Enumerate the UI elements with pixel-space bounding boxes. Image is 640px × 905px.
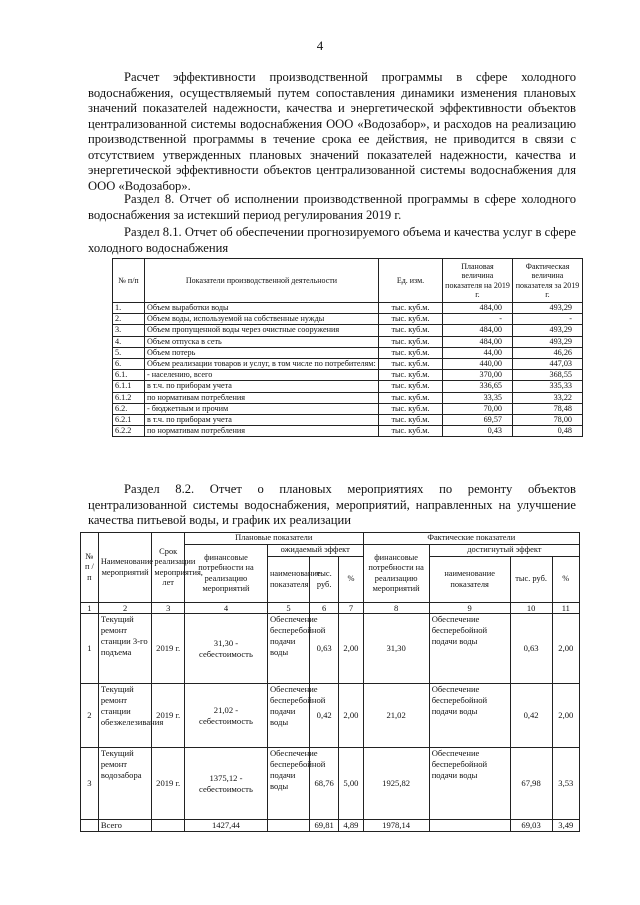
t1-cell-indicator: - населению, всего	[145, 370, 379, 381]
table-row	[113, 336, 583, 347]
table-row	[113, 325, 583, 336]
t2-cell-num: 2	[81, 684, 99, 748]
t2-cell-fact-rub: 0,63	[510, 614, 552, 684]
t2-cell-name: Текущий ремонт станции обезжелезивания	[98, 684, 152, 748]
t2-cell-plan-fin: 31,30 - себестоимость	[184, 614, 267, 684]
section-8-1-heading: Раздел 8.1. Отчет об обеспечении прогнозируемого объема и качества услуг в сфере холодного водоснабжения	[88, 225, 576, 255]
t1-cell-fact: 335,33	[513, 381, 583, 392]
t2-cell-fact-fin: 21,02	[363, 684, 429, 748]
t2-header-plan-effect-name: наименование показателя	[267, 557, 309, 603]
t2-cell-plan-pct: 2,00	[339, 614, 363, 684]
t2-header-name: Наименование мероприятий	[98, 533, 152, 603]
t2-cell-plan-rub: 0,63	[309, 614, 338, 684]
t1-cell-plan: 484,00	[443, 336, 513, 347]
t1-cell-fact: 78,00	[513, 414, 583, 425]
t2-cell-fact-effect: Обеспечение бесперебойной подачи воды	[429, 748, 510, 820]
table-row	[113, 403, 583, 414]
t1-cell-unit: тыс. куб.м.	[379, 347, 443, 358]
t1-cell-num: 5.	[113, 347, 145, 358]
table-row	[113, 370, 583, 381]
t2-total-plan-fin: 1427,44	[184, 820, 267, 832]
t1-cell-unit: тыс. куб.м.	[379, 336, 443, 347]
t1-header-fact: Фактическая величина показателя за 2019 г.	[513, 259, 583, 303]
t2-header-plan-pct: %	[339, 557, 363, 603]
table-row	[113, 414, 583, 425]
t1-cell-num: 4.	[113, 336, 145, 347]
t1-header-indicator: Показатели производственной деятельности	[145, 259, 379, 303]
t2-cell-fact-fin: 31,30	[363, 614, 429, 684]
t2-cell-fact-pct: 2,00	[552, 614, 579, 684]
t2-col-number: 3	[152, 603, 185, 614]
t2-header-fact-effect-name: наименование показателя	[429, 557, 510, 603]
t2-cell-name: Текущий ремонт станции 3-го подъема	[98, 614, 152, 684]
t2-header-plan-group: Плановые показатели	[184, 533, 363, 545]
t2-cell-fact-pct: 3,53	[552, 748, 579, 820]
t2-cell-plan-rub: 68,76	[309, 748, 338, 820]
t1-cell-num: 6.2.	[113, 403, 145, 414]
table-row	[113, 314, 583, 325]
t2-cell-fact-rub: 0,42	[510, 684, 552, 748]
t2-cell-fact-pct: 2,00	[552, 684, 579, 748]
t2-col-number: 1	[81, 603, 99, 614]
t1-cell-num: 2.	[113, 314, 145, 325]
t1-cell-fact: 493,29	[513, 336, 583, 347]
table-row	[113, 392, 583, 403]
table-row	[113, 358, 583, 369]
t2-cell-plan-effect: Обеспечение бесперебойной подачи воды	[267, 614, 309, 684]
t2-col-number: 10	[510, 603, 552, 614]
t1-cell-num: 6.2.1	[113, 414, 145, 425]
table-row	[113, 347, 583, 358]
table-row	[81, 684, 580, 748]
t2-cell-plan-effect: Обеспечение бесперебойной подачи воды	[267, 684, 309, 748]
t1-cell-unit: тыс. куб.м.	[379, 314, 443, 325]
t1-cell-plan: 0,43	[443, 426, 513, 437]
total-row	[81, 820, 580, 832]
t2-header-fact-fin: финансовые потребности на реализацию мероприятий	[363, 545, 429, 603]
t1-cell-indicator: Объем выработки воды	[145, 303, 379, 314]
t2-col-number: 6	[309, 603, 338, 614]
t1-header-plan: Плановая величина показателя на 2019 г.	[443, 259, 513, 303]
t2-col-number: 11	[552, 603, 579, 614]
t1-cell-fact: 33,22	[513, 392, 583, 403]
t1-cell-num: 3.	[113, 325, 145, 336]
t1-cell-fact: 493,29	[513, 325, 583, 336]
t1-cell-indicator: - бюджетным и прочим	[145, 403, 379, 414]
t2-header-fact-pct: %	[552, 557, 579, 603]
t2-cell-term: 2019 г.	[152, 684, 185, 748]
t1-cell-num: 6.	[113, 358, 145, 369]
t2-cell-plan-fin: 1375,12 - себестоимость	[184, 748, 267, 820]
t2-header-plan-rub: тыс. руб.	[309, 557, 338, 603]
t1-header-num: № п/п	[113, 259, 145, 303]
t2-cell-plan-effect: Обеспечение бесперебойной подачи воды	[267, 748, 309, 820]
t1-cell-num: 6.1.1	[113, 381, 145, 392]
t2-cell-fact-fin: 1925,82	[363, 748, 429, 820]
t2-total-fact-rub: 69,03	[510, 820, 552, 832]
t2-header-plan-effect: ожидаемый эффект	[267, 545, 363, 557]
t1-header-unit: Ед. изм.	[379, 259, 443, 303]
t1-cell-fact: 447,03	[513, 358, 583, 369]
t1-cell-plan: 33,35	[443, 392, 513, 403]
t1-cell-unit: тыс. куб.м.	[379, 414, 443, 425]
table-row	[81, 748, 580, 820]
t1-cell-num: 6.2.2	[113, 426, 145, 437]
t1-cell-unit: тыс. куб.м.	[379, 426, 443, 437]
table-row	[113, 303, 583, 314]
page-number: 4	[316, 38, 324, 53]
t2-cell-term: 2019 г.	[152, 614, 185, 684]
t2-cell-term: 2019 г.	[152, 748, 185, 820]
t1-cell-unit: тыс. куб.м.	[379, 358, 443, 369]
t2-col-number: 2	[98, 603, 152, 614]
section-8-heading: Раздел 8. Отчет об исполнении производственной программы в сфере холодного водоснабжения за истекший период регулирования 2019 г.	[88, 192, 576, 222]
t1-cell-indicator: в т.ч. по приборам учета	[145, 414, 379, 425]
table-row	[81, 614, 580, 684]
t1-cell-unit: тыс. куб.м.	[379, 325, 443, 336]
t1-cell-plan: 70,00	[443, 403, 513, 414]
t1-cell-indicator: Объем потерь	[145, 347, 379, 358]
t1-cell-unit: тыс. куб.м.	[379, 303, 443, 314]
t2-col-number: 8	[363, 603, 429, 614]
t1-cell-unit: тыс. куб.м.	[379, 370, 443, 381]
t2-header-fact-rub: тыс. руб.	[510, 557, 552, 603]
t2-header-num: № п / п	[81, 533, 99, 603]
t2-cell-fact-rub: 67,98	[510, 748, 552, 820]
section-8-2-heading: Раздел 8.2. Отчет о плановых мероприятиях по ремонту объектов централизованной системы водоснабжения, мероприятий, направленных на улучшение качества питьевой воды, и график их реализации	[88, 482, 576, 527]
t2-total-plan-pct: 4,89	[339, 820, 363, 832]
t1-cell-plan: 370,00	[443, 370, 513, 381]
t1-cell-plan: 336,65	[443, 381, 513, 392]
t2-cell-num: 1	[81, 614, 99, 684]
table-row	[113, 426, 583, 437]
t1-cell-fact: -	[513, 314, 583, 325]
t2-header-plan-fin: финансовые потребности на реализацию мероприятий	[184, 545, 267, 603]
t1-cell-fact: 0,48	[513, 426, 583, 437]
t2-cell-fact-effect: Обеспечение бесперебойной подачи воды	[429, 614, 510, 684]
t1-cell-plan: 484,00	[443, 325, 513, 336]
t2-cell-num: 3	[81, 748, 99, 820]
table-row	[113, 381, 583, 392]
t1-cell-fact: 368,55	[513, 370, 583, 381]
t2-total-fact-fin: 1978,14	[363, 820, 429, 832]
table-repair-plan	[80, 532, 580, 832]
t2-cell-name: Текущий ремонт водозабора	[98, 748, 152, 820]
t2-cell-plan-fin: 21,02 - себестоимость	[184, 684, 267, 748]
t2-total-blank	[429, 820, 510, 832]
t1-cell-indicator: по нормативам потребления	[145, 426, 379, 437]
t2-col-number: 5	[267, 603, 309, 614]
t1-cell-indicator: в т.ч. по приборам учета	[145, 381, 379, 392]
t2-cell-plan-pct: 2,00	[339, 684, 363, 748]
t2-col-number: 7	[339, 603, 363, 614]
t1-cell-indicator: Объем воды, используемой на собственные нужды	[145, 314, 379, 325]
t1-cell-unit: тыс. куб.м.	[379, 381, 443, 392]
t1-cell-indicator: Объем отпуска в сеть	[145, 336, 379, 347]
t1-cell-num: 6.1.2	[113, 392, 145, 403]
t2-total-fact-pct: 3,49	[552, 820, 579, 832]
t1-cell-unit: тыс. куб.м.	[379, 392, 443, 403]
t2-header-fact-group: Фактические показатели	[363, 533, 579, 545]
t2-total-blank	[267, 820, 309, 832]
t1-cell-indicator: Объем пропущенной воды через очистные сооружения	[145, 325, 379, 336]
t2-total-blank	[152, 820, 185, 832]
t2-total-plan-rub: 69,81	[309, 820, 338, 832]
t1-cell-num: 6.1.	[113, 370, 145, 381]
t1-cell-fact: 493,29	[513, 303, 583, 314]
t1-cell-indicator: Объем реализации товаров и услуг, в том числе по потребителям:	[145, 358, 379, 369]
t2-cell-fact-effect: Обеспечение бесперебойной подачи воды	[429, 684, 510, 748]
t1-cell-plan: -	[443, 314, 513, 325]
t1-cell-plan: 69,57	[443, 414, 513, 425]
t2-header-fact-effect: достигнутый эффект	[429, 545, 579, 557]
t1-cell-unit: тыс. куб.м.	[379, 403, 443, 414]
t2-total-blank	[81, 820, 99, 832]
t2-total-label: Всего	[98, 820, 152, 832]
t2-col-number: 9	[429, 603, 510, 614]
t1-cell-fact: 46,26	[513, 347, 583, 358]
table-volume-quality	[112, 258, 583, 437]
t2-header-term: Срок реализации мероприятия, лет	[152, 533, 185, 603]
t1-cell-fact: 78,48	[513, 403, 583, 414]
t1-cell-plan: 440,00	[443, 358, 513, 369]
t2-col-number: 4	[184, 603, 267, 614]
t1-cell-num: 1.	[113, 303, 145, 314]
paragraph-efficiency: Расчет эффективности производственной программы в сфере холодного водоснабжения, осуществляемый путем сопоставления динамики изменения плановых значений показателей надежности, качества и энергетической эффективности объектов централизованной системы водоснабжения ООО «Водозабор», и расходов на реализацию производственной программы в течение срока ее действия, не приводится в связи с отсутствием утвержденных плановых значений показателей надежности, качества и энергетической эффективности объектов централизованной системы водоснабжения для ООО «Водозабор».	[88, 70, 576, 193]
t1-cell-plan: 484,00	[443, 303, 513, 314]
t2-cell-plan-pct: 5,00	[339, 748, 363, 820]
column-number-row	[81, 603, 580, 614]
t1-cell-indicator: по нормативам потребления	[145, 392, 379, 403]
t1-cell-plan: 44,00	[443, 347, 513, 358]
t2-cell-plan-rub: 0,42	[309, 684, 338, 748]
